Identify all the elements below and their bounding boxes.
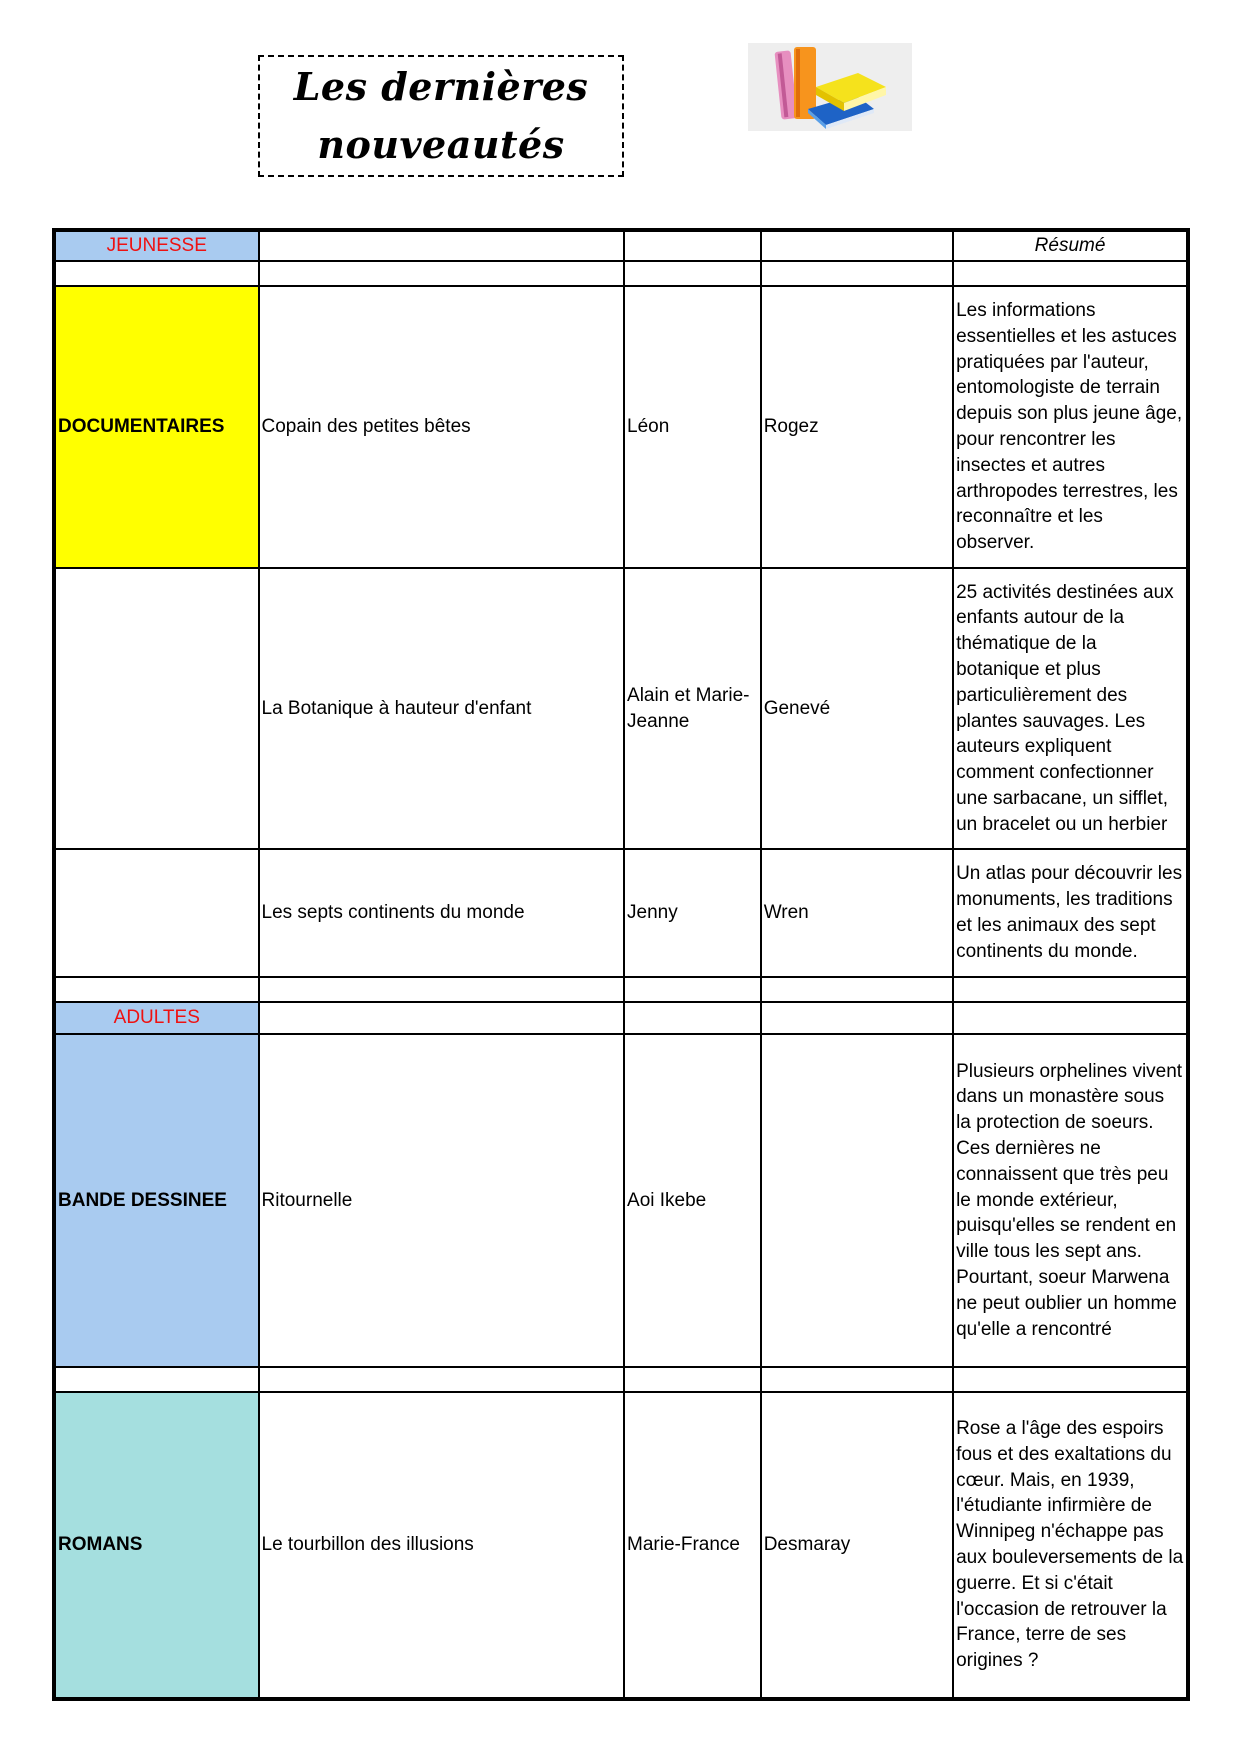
table-row: [54, 286, 1188, 568]
category-cell: BANDE DESSINEE: [54, 1034, 259, 1367]
section-label-jeunesse: JEUNESSE: [54, 230, 259, 261]
first-name-cell: Léon: [624, 286, 761, 568]
books-icon: [748, 43, 912, 131]
category-cell: [54, 568, 259, 849]
resume-header: Résumé: [953, 230, 1188, 261]
last-name-cell: Desmaray: [761, 1392, 953, 1699]
last-name-cell: Rogez: [761, 286, 953, 568]
first-name-cell: Aoi Ikebe: [624, 1034, 761, 1367]
section-label-adultes: ADULTES: [54, 1002, 259, 1034]
table-row-jeunesse-header: [54, 230, 1188, 261]
category-cell: [54, 849, 259, 977]
summary-cell: Un atlas pour découvrir les monuments, les traditions et les animaux des sept continents du monde.: [953, 849, 1188, 977]
title-line-2: nouveautés: [317, 122, 565, 167]
title-cell: Les septs continents du monde: [259, 849, 625, 977]
summary-cell: Plusieurs orphelines vivent dans un monastère sous la protection de soeurs. Ces dernières ne connaissent que très peu le monde extérieur, puisqu'elles se rendent en ville tous les sept ans. Pourtant, soeur Marwena ne peut oublier un homme qu'elle a rencontré: [953, 1034, 1188, 1367]
table-row: [54, 849, 1188, 977]
last-name-cell: Wren: [761, 849, 953, 977]
table-row: [54, 568, 1188, 849]
books-table: [52, 228, 1190, 1701]
title-cell: Copain des petites bêtes: [259, 286, 625, 568]
last-name-cell: Genevé: [761, 568, 953, 849]
first-name-cell: Marie-France: [624, 1392, 761, 1699]
title-line-1: Les dernières: [293, 64, 589, 109]
table-row: [54, 1392, 1188, 1699]
table-row-adultes-header: [54, 1002, 1188, 1034]
table-row: [54, 1034, 1188, 1367]
title-box: [258, 55, 624, 177]
category-cell: DOCUMENTAIRES: [54, 286, 259, 568]
first-name-cell: Jenny: [624, 849, 761, 977]
first-name-cell: Alain et Marie-Jeanne: [624, 568, 761, 849]
title-cell: Ritournelle: [259, 1034, 625, 1367]
summary-cell: Les informations essentielles et les astuces pratiquées par l'auteur, entomologiste de terrain depuis son plus jeune âge, pour rencontrer les insectes et autres arthropodes terrestres, les reconnaître et les observer.: [953, 286, 1188, 568]
title-cell: Le tourbillon des illusions: [259, 1392, 625, 1699]
table-row-spacer: [54, 261, 1188, 286]
table-row-spacer: [54, 977, 1188, 1002]
table-row-spacer: [54, 1367, 1188, 1392]
last-name-cell: [761, 1034, 953, 1367]
category-cell: ROMANS: [54, 1392, 259, 1699]
summary-cell: 25 activités destinées aux enfants autour de la thématique de la botanique et plus particulièrement des plantes sauvages. Les auteurs expliquent comment confectionner une sarbacane, un sifflet, un bracelet ou un herbier: [953, 568, 1188, 849]
title-cell: La Botanique à hauteur d'enfant: [259, 568, 625, 849]
summary-cell: Rose a l'âge des espoirs fous et des exaltations du cœur. Mais, en 1939, l'étudiante infirmière de Winnipeg n'échappe pas aux bouleversements de la guerre. Et si c'était l'occasion de retrouver la France, terre de ses origines ?: [953, 1392, 1188, 1699]
